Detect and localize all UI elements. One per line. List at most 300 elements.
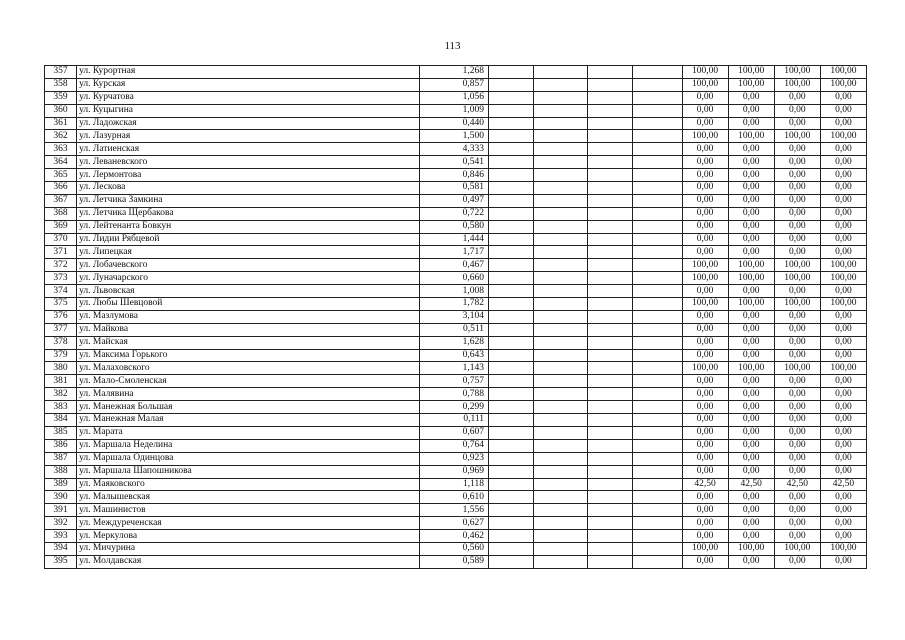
empty-cell <box>534 194 588 207</box>
value-cell: 0,00 <box>728 104 774 117</box>
value-cell: 100,00 <box>774 78 820 91</box>
value-cell: 0,00 <box>682 530 728 543</box>
value-cell: 100,00 <box>728 78 774 91</box>
length-cell: 0,627 <box>419 517 488 530</box>
empty-cell <box>489 504 534 517</box>
value-cell: 0,00 <box>728 310 774 323</box>
value-cell: 0,00 <box>774 104 820 117</box>
street-name-cell: ул. Мазлумова <box>77 310 420 323</box>
table-row <box>45 143 867 156</box>
table-row <box>45 285 867 298</box>
empty-cell <box>534 246 588 259</box>
empty-cell <box>588 388 633 401</box>
empty-cell <box>489 259 534 272</box>
value-cell: 0,00 <box>728 452 774 465</box>
table-row <box>45 491 867 504</box>
empty-cell <box>489 310 534 323</box>
empty-cell <box>633 478 682 491</box>
empty-cell <box>534 414 588 427</box>
empty-cell <box>633 517 682 530</box>
value-cell: 0,00 <box>774 310 820 323</box>
empty-cell <box>588 491 633 504</box>
length-cell: 0,541 <box>419 156 488 169</box>
value-cell: 0,00 <box>682 323 728 336</box>
empty-cell <box>588 375 633 388</box>
value-cell: 0,00 <box>820 169 866 182</box>
value-cell: 100,00 <box>820 298 866 311</box>
value-cell: 0,00 <box>820 439 866 452</box>
length-cell: 0,497 <box>419 194 488 207</box>
empty-cell <box>633 207 682 220</box>
value-cell: 0,00 <box>728 426 774 439</box>
table-row <box>45 323 867 336</box>
empty-cell <box>633 169 682 182</box>
street-name-cell: ул. Междуреченская <box>77 517 420 530</box>
empty-cell <box>633 310 682 323</box>
empty-cell <box>633 388 682 401</box>
empty-cell <box>633 491 682 504</box>
value-cell: 0,00 <box>774 246 820 259</box>
value-cell: 42,50 <box>820 478 866 491</box>
empty-cell <box>588 349 633 362</box>
empty-cell <box>489 91 534 104</box>
empty-cell <box>633 117 682 130</box>
empty-cell <box>534 452 588 465</box>
empty-cell <box>534 91 588 104</box>
empty-cell <box>489 517 534 530</box>
empty-cell <box>489 117 534 130</box>
row-number-cell: 383 <box>45 401 77 414</box>
empty-cell <box>489 439 534 452</box>
value-cell: 100,00 <box>728 542 774 555</box>
row-number-cell: 372 <box>45 259 77 272</box>
value-cell: 0,00 <box>682 555 728 568</box>
value-cell: 0,00 <box>682 491 728 504</box>
empty-cell <box>489 156 534 169</box>
row-number-cell: 368 <box>45 207 77 220</box>
value-cell: 100,00 <box>682 259 728 272</box>
value-cell: 0,00 <box>820 555 866 568</box>
table-row <box>45 298 867 311</box>
empty-cell <box>534 207 588 220</box>
street-table <box>44 65 867 569</box>
value-cell: 100,00 <box>682 130 728 143</box>
empty-cell <box>633 452 682 465</box>
empty-cell <box>534 504 588 517</box>
value-cell: 100,00 <box>820 362 866 375</box>
street-name-cell: ул. Майкова <box>77 323 420 336</box>
empty-cell <box>534 156 588 169</box>
value-cell: 0,00 <box>728 517 774 530</box>
empty-cell <box>489 104 534 117</box>
value-cell: 0,00 <box>728 246 774 259</box>
row-number-cell: 360 <box>45 104 77 117</box>
value-cell: 0,00 <box>728 504 774 517</box>
empty-cell <box>489 452 534 465</box>
empty-cell <box>633 104 682 117</box>
value-cell: 0,00 <box>728 169 774 182</box>
table-row <box>45 414 867 427</box>
value-cell: 0,00 <box>820 491 866 504</box>
value-cell: 0,00 <box>682 439 728 452</box>
value-cell: 0,00 <box>682 504 728 517</box>
value-cell: 0,00 <box>728 91 774 104</box>
empty-cell <box>489 426 534 439</box>
value-cell: 100,00 <box>820 66 866 79</box>
length-cell: 0,560 <box>419 542 488 555</box>
table-row <box>45 375 867 388</box>
empty-cell <box>489 233 534 246</box>
length-cell: 1,717 <box>419 246 488 259</box>
table-row <box>45 542 867 555</box>
empty-cell <box>633 233 682 246</box>
length-cell: 1,008 <box>419 285 488 298</box>
value-cell: 0,00 <box>774 414 820 427</box>
row-number-cell: 385 <box>45 426 77 439</box>
table-row <box>45 426 867 439</box>
value-cell: 100,00 <box>728 298 774 311</box>
empty-cell <box>633 156 682 169</box>
empty-cell <box>588 530 633 543</box>
length-cell: 0,660 <box>419 272 488 285</box>
value-cell: 0,00 <box>682 452 728 465</box>
value-cell: 0,00 <box>774 349 820 362</box>
empty-cell <box>534 478 588 491</box>
value-cell: 100,00 <box>682 66 728 79</box>
empty-cell <box>588 156 633 169</box>
value-cell: 0,00 <box>774 143 820 156</box>
empty-cell <box>633 323 682 336</box>
row-number-cell: 389 <box>45 478 77 491</box>
empty-cell <box>588 78 633 91</box>
value-cell: 100,00 <box>682 78 728 91</box>
empty-cell <box>588 233 633 246</box>
value-cell: 0,00 <box>728 375 774 388</box>
value-cell: 0,00 <box>774 182 820 195</box>
page-number: 113 <box>444 40 461 52</box>
street-name-cell: ул. Малышевская <box>77 491 420 504</box>
table-row <box>45 169 867 182</box>
empty-cell <box>534 439 588 452</box>
value-cell: 100,00 <box>728 362 774 375</box>
value-cell: 0,00 <box>682 169 728 182</box>
value-cell: 0,00 <box>682 182 728 195</box>
row-number-cell: 362 <box>45 130 77 143</box>
empty-cell <box>633 375 682 388</box>
table-row <box>45 310 867 323</box>
value-cell: 0,00 <box>728 220 774 233</box>
table-row <box>45 349 867 362</box>
value-cell: 0,00 <box>728 465 774 478</box>
value-cell: 0,00 <box>728 194 774 207</box>
empty-cell <box>534 285 588 298</box>
value-cell: 0,00 <box>820 504 866 517</box>
empty-cell <box>588 465 633 478</box>
value-cell: 0,00 <box>820 207 866 220</box>
empty-cell <box>534 323 588 336</box>
empty-cell <box>534 298 588 311</box>
row-number-cell: 378 <box>45 336 77 349</box>
length-cell: 0,969 <box>419 465 488 478</box>
empty-cell <box>588 362 633 375</box>
street-name-cell: ул. Куцыгина <box>77 104 420 117</box>
value-cell: 0,00 <box>820 220 866 233</box>
empty-cell <box>534 491 588 504</box>
value-cell: 0,00 <box>774 220 820 233</box>
value-cell: 0,00 <box>820 143 866 156</box>
empty-cell <box>489 285 534 298</box>
empty-cell <box>489 182 534 195</box>
empty-cell <box>633 530 682 543</box>
empty-cell <box>534 465 588 478</box>
length-cell: 0,757 <box>419 375 488 388</box>
length-cell: 0,857 <box>419 78 488 91</box>
value-cell: 0,00 <box>682 310 728 323</box>
table-row <box>45 233 867 246</box>
empty-cell <box>489 401 534 414</box>
row-number-cell: 390 <box>45 491 77 504</box>
length-cell: 0,923 <box>419 452 488 465</box>
row-number-cell: 381 <box>45 375 77 388</box>
table-row <box>45 66 867 79</box>
value-cell: 0,00 <box>728 349 774 362</box>
row-number-cell: 392 <box>45 517 77 530</box>
value-cell: 0,00 <box>820 401 866 414</box>
value-cell: 100,00 <box>820 259 866 272</box>
row-number-cell: 363 <box>45 143 77 156</box>
empty-cell <box>633 285 682 298</box>
value-cell: 0,00 <box>820 310 866 323</box>
value-cell: 0,00 <box>728 117 774 130</box>
value-cell: 0,00 <box>774 375 820 388</box>
empty-cell <box>588 401 633 414</box>
empty-cell <box>534 104 588 117</box>
value-cell: 0,00 <box>682 91 728 104</box>
value-cell: 0,00 <box>728 439 774 452</box>
table-row <box>45 388 867 401</box>
value-cell: 0,00 <box>728 207 774 220</box>
empty-cell <box>489 194 534 207</box>
table-row <box>45 117 867 130</box>
empty-cell <box>489 272 534 285</box>
street-name-cell: ул. Лейтенанта Бовкун <box>77 220 420 233</box>
value-cell: 0,00 <box>774 156 820 169</box>
value-cell: 0,00 <box>728 401 774 414</box>
length-cell: 0,111 <box>419 414 488 427</box>
length-cell: 1,782 <box>419 298 488 311</box>
table-row <box>45 439 867 452</box>
table-row <box>45 91 867 104</box>
empty-cell <box>588 182 633 195</box>
row-number-cell: 395 <box>45 555 77 568</box>
value-cell: 0,00 <box>820 426 866 439</box>
value-cell: 100,00 <box>774 272 820 285</box>
empty-cell <box>489 414 534 427</box>
row-number-cell: 393 <box>45 530 77 543</box>
empty-cell <box>534 336 588 349</box>
value-cell: 100,00 <box>728 66 774 79</box>
street-name-cell: ул. Липецкая <box>77 246 420 259</box>
empty-cell <box>534 220 588 233</box>
empty-cell <box>534 542 588 555</box>
empty-cell <box>588 207 633 220</box>
value-cell: 0,00 <box>820 323 866 336</box>
empty-cell <box>534 233 588 246</box>
value-cell: 0,00 <box>682 246 728 259</box>
row-number-cell: 388 <box>45 465 77 478</box>
value-cell: 100,00 <box>820 130 866 143</box>
street-name-cell: ул. Любы Шевцовой <box>77 298 420 311</box>
empty-cell <box>588 272 633 285</box>
street-name-cell: ул. Курчатова <box>77 91 420 104</box>
value-cell: 0,00 <box>820 465 866 478</box>
street-name-cell: ул. Лазурная <box>77 130 420 143</box>
value-cell: 0,00 <box>820 530 866 543</box>
value-cell: 0,00 <box>774 285 820 298</box>
empty-cell <box>534 130 588 143</box>
empty-cell <box>633 66 682 79</box>
length-cell: 0,467 <box>419 259 488 272</box>
value-cell: 0,00 <box>820 117 866 130</box>
empty-cell <box>588 517 633 530</box>
value-cell: 0,00 <box>682 517 728 530</box>
street-name-cell: ул. Курская <box>77 78 420 91</box>
value-cell: 100,00 <box>774 66 820 79</box>
row-number-cell: 379 <box>45 349 77 362</box>
length-cell: 0,846 <box>419 169 488 182</box>
row-number-cell: 394 <box>45 542 77 555</box>
empty-cell <box>633 336 682 349</box>
empty-cell <box>633 130 682 143</box>
empty-cell <box>633 182 682 195</box>
empty-cell <box>489 169 534 182</box>
empty-cell <box>588 504 633 517</box>
empty-cell <box>588 336 633 349</box>
empty-cell <box>489 388 534 401</box>
empty-cell <box>489 375 534 388</box>
value-cell: 0,00 <box>728 285 774 298</box>
street-name-cell: ул. Мало-Смоленская <box>77 375 420 388</box>
value-cell: 0,00 <box>820 91 866 104</box>
street-name-cell: ул. Летчика Замкина <box>77 194 420 207</box>
table-row <box>45 401 867 414</box>
empty-cell <box>588 478 633 491</box>
value-cell: 0,00 <box>774 91 820 104</box>
empty-cell <box>489 220 534 233</box>
street-name-cell: ул. Максима Горького <box>77 349 420 362</box>
value-cell: 0,00 <box>728 388 774 401</box>
value-cell: 0,00 <box>774 336 820 349</box>
table-row <box>45 272 867 285</box>
street-name-cell: ул. Леваневского <box>77 156 420 169</box>
street-name-cell: ул. Майская <box>77 336 420 349</box>
value-cell: 0,00 <box>820 375 866 388</box>
length-cell: 0,440 <box>419 117 488 130</box>
value-cell: 100,00 <box>774 298 820 311</box>
row-number-cell: 367 <box>45 194 77 207</box>
empty-cell <box>534 143 588 156</box>
value-cell: 0,00 <box>682 207 728 220</box>
value-cell: 0,00 <box>774 504 820 517</box>
row-number-cell: 358 <box>45 78 77 91</box>
length-cell: 0,722 <box>419 207 488 220</box>
row-number-cell: 371 <box>45 246 77 259</box>
empty-cell <box>534 362 588 375</box>
empty-cell <box>588 246 633 259</box>
empty-cell <box>588 91 633 104</box>
empty-cell <box>588 285 633 298</box>
empty-cell <box>588 542 633 555</box>
empty-cell <box>633 91 682 104</box>
length-cell: 0,610 <box>419 491 488 504</box>
empty-cell <box>633 143 682 156</box>
empty-cell <box>588 194 633 207</box>
empty-cell <box>588 259 633 272</box>
value-cell: 0,00 <box>820 194 866 207</box>
length-cell: 0,299 <box>419 401 488 414</box>
length-cell: 0,511 <box>419 323 488 336</box>
empty-cell <box>534 530 588 543</box>
empty-cell <box>489 298 534 311</box>
value-cell: 100,00 <box>728 130 774 143</box>
value-cell: 0,00 <box>728 233 774 246</box>
street-name-cell: ул. Летчика Щербакова <box>77 207 420 220</box>
row-number-cell: 376 <box>45 310 77 323</box>
value-cell: 0,00 <box>728 336 774 349</box>
empty-cell <box>534 349 588 362</box>
table-row <box>45 530 867 543</box>
value-cell: 100,00 <box>774 130 820 143</box>
empty-cell <box>534 259 588 272</box>
empty-cell <box>534 388 588 401</box>
empty-cell <box>588 130 633 143</box>
street-name-cell: ул. Львовская <box>77 285 420 298</box>
length-cell: 1,009 <box>419 104 488 117</box>
row-number-cell: 373 <box>45 272 77 285</box>
empty-cell <box>534 169 588 182</box>
value-cell: 0,00 <box>728 555 774 568</box>
street-name-cell: ул. Лобачевского <box>77 259 420 272</box>
length-cell: 0,462 <box>419 530 488 543</box>
length-cell: 0,788 <box>419 388 488 401</box>
table-row <box>45 207 867 220</box>
table-row <box>45 78 867 91</box>
empty-cell <box>633 298 682 311</box>
value-cell: 0,00 <box>682 414 728 427</box>
length-cell: 1,143 <box>419 362 488 375</box>
empty-cell <box>633 259 682 272</box>
length-cell: 1,556 <box>419 504 488 517</box>
street-name-cell: ул. Меркулова <box>77 530 420 543</box>
value-cell: 0,00 <box>682 375 728 388</box>
value-cell: 0,00 <box>820 517 866 530</box>
table-row <box>45 362 867 375</box>
street-name-cell: ул. Курортная <box>77 66 420 79</box>
empty-cell <box>588 426 633 439</box>
street-name-cell: ул. Лескова <box>77 182 420 195</box>
value-cell: 0,00 <box>774 517 820 530</box>
value-cell: 0,00 <box>774 207 820 220</box>
table-row <box>45 465 867 478</box>
table-body <box>45 66 867 569</box>
value-cell: 100,00 <box>682 272 728 285</box>
table-row <box>45 182 867 195</box>
empty-cell <box>534 310 588 323</box>
row-number-cell: 387 <box>45 452 77 465</box>
value-cell: 0,00 <box>682 426 728 439</box>
value-cell: 0,00 <box>682 117 728 130</box>
empty-cell <box>588 117 633 130</box>
